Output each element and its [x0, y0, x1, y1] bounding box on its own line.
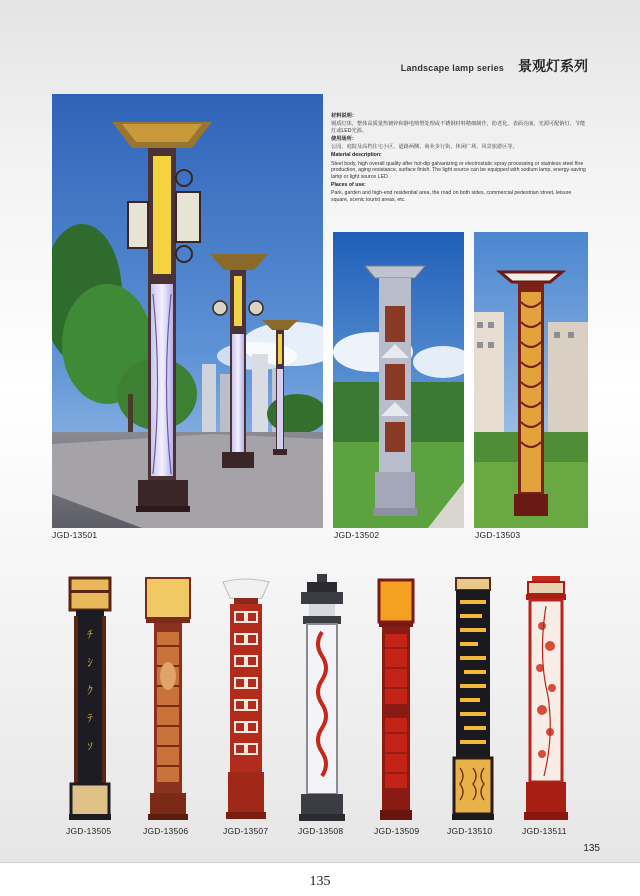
product-code-13503: JGD-13503 — [475, 530, 521, 540]
product-code-13506: JGD-13506 — [143, 826, 189, 836]
product-photo-13503 — [474, 232, 588, 528]
series-title-cn: 景观灯系列 — [518, 58, 588, 74]
product-code-13507: JGD-13507 — [223, 826, 269, 836]
svg-text:ｸ: ｸ — [87, 684, 93, 697]
material-en-title: Material description: — [331, 152, 382, 159]
product-code-13510: JGD-13510 — [447, 826, 493, 836]
product-render-13511 — [522, 576, 570, 821]
product-code-13501: JGD-13501 — [52, 530, 98, 540]
svg-text:ｼ: ｼ — [87, 656, 93, 669]
product-render-13510 — [450, 576, 496, 821]
product-code-13511: JGD-13511 — [522, 826, 567, 836]
product-photo-13502 — [333, 232, 464, 528]
product-render-13507 — [220, 576, 272, 821]
place-en-text: Park, garden and high-end residential area, the road on both sides, commercial pedestrian street, leisure square, scenic tourist areas, etc. — [331, 190, 572, 203]
material-cn-text: 钢质灯体，整体高质量热镀锌和静电喷塑处理或不锈钢材料精细制作，防老化，表面亮丽。光源可配钠灯、节能灯或LED光源。 — [331, 121, 586, 134]
product-render-13508 — [297, 574, 347, 822]
place-cn-text: 公园、庭院及高档住宅小区、道路两侧、商业步行街、休闲广场、风景旅游区等。 — [331, 144, 518, 151]
product-render-13505 — [65, 576, 115, 821]
svg-text:ｿ: ｿ — [87, 740, 93, 753]
series-title-en: Landscape lamp series — [400, 63, 504, 73]
svg-text:ﾃ: ﾃ — [87, 712, 93, 725]
place-cn-title: 使用场所： — [331, 135, 357, 142]
page-header — [401, 56, 588, 76]
product-render-13509 — [376, 578, 416, 821]
page-number-footer: 135 — [309, 874, 331, 889]
product-code-13502: JGD-13502 — [334, 530, 380, 540]
place-en-title: Places of use: — [331, 181, 366, 188]
product-render-13506 — [143, 576, 193, 821]
product-photo-13501 — [52, 94, 323, 528]
product-code-13508: JGD-13508 — [298, 826, 344, 836]
sheet-edge — [0, 862, 640, 863]
material-en-text: Steel body, high overall quality after hot-dip galvanizing or electrostatic spray processing or stainless steel fine production, aging resistance, surface finish. The light source can be equipped with sodium lamp, energy-saving lamp or light source LED — [331, 160, 586, 180]
product-description — [331, 113, 589, 205]
product-code-13509: JGD-13509 — [374, 826, 420, 836]
svg-text:ﾁ: ﾁ — [87, 628, 93, 641]
page-number-corner: 135 — [583, 843, 600, 854]
product-code-13505: JGD-13505 — [66, 826, 112, 836]
material-cn-title: 材料说明： — [331, 113, 357, 119]
